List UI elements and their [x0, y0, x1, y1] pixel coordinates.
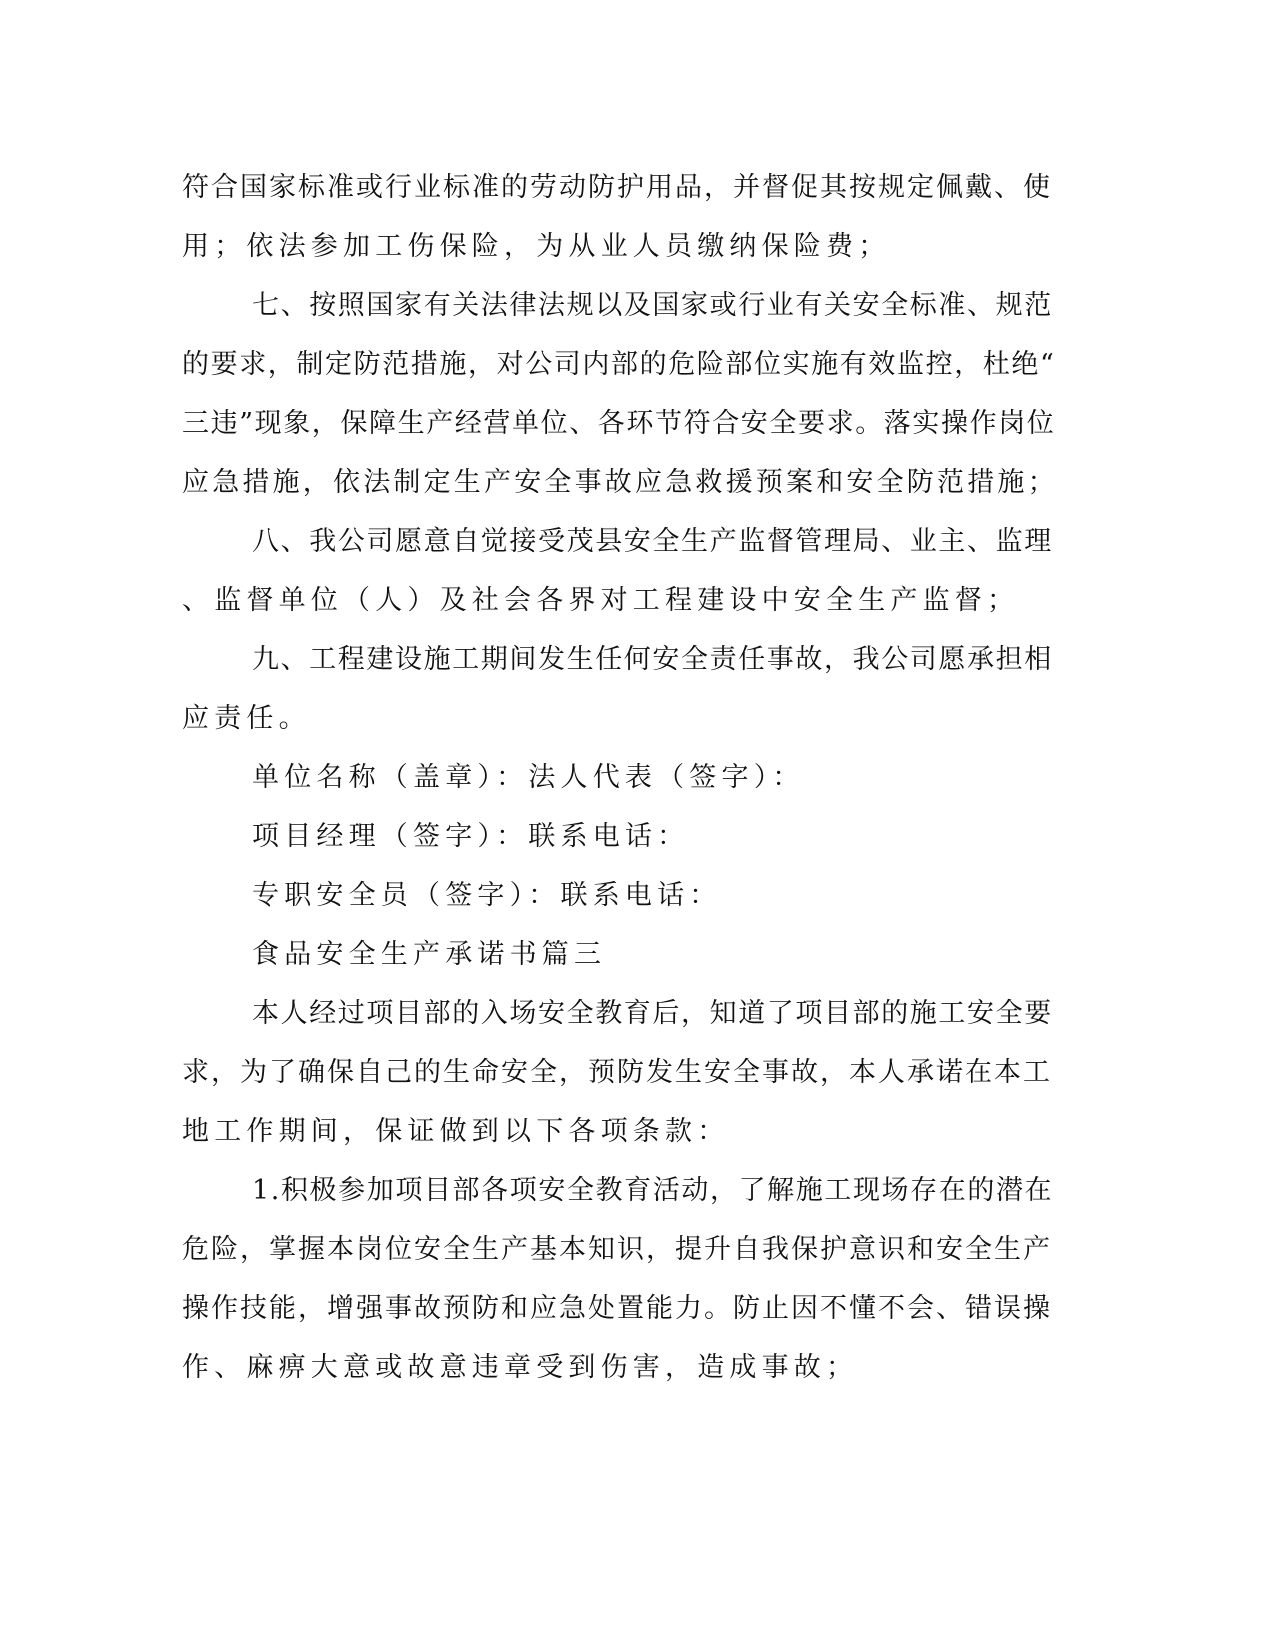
text-line: 应急措施，依法制定生产安全事故应急救援预案和安全防范措施； — [182, 467, 1058, 498]
text-line: 专职安全员（签字）：联系电话： — [252, 880, 722, 911]
text-line: 1.积极参加项目部各项安全教育活动，了解施工现场存在的潜在 — [252, 1175, 1054, 1206]
text-line: 八、我公司愿意自觉接受茂县安全生产监督管理局、业主、监理 — [252, 526, 1053, 557]
text-line: 九、工程建设施工期间发生任何安全责任事故，我公司愿承担相 — [252, 644, 1053, 675]
text-line: 七、按照国家有关法律法规以及国家或行业有关安全标准、规范 — [252, 290, 1053, 321]
text-line: 项目经理（签字）：联系电话： — [252, 821, 690, 852]
text-line: 求，为了确保自己的生命安全，预防发生安全事故，本人承诺在本工 — [182, 1057, 1052, 1088]
text-line: 的要求，制定防范措施，对公司内部的危险部位实施有效监控，杜绝“ — [182, 349, 1056, 380]
text-line: 本人经过项目部的入场安全教育后，知道了项目部的施工安全要 — [252, 998, 1053, 1029]
text-line: 用；依法参加工伤保险，为从业人员缴纳保险费； — [182, 231, 891, 262]
text-line: 、监督单位（人）及社会各界对工程建设中安全生产监督； — [182, 585, 1020, 616]
text-line: 危险，掌握本岗位安全生产基本知识，提升自我保护意识和安全生产 — [182, 1234, 1052, 1265]
text-line: 符合国家标准或行业标准的劳动防护用品，并督促其按规定佩戴、使 — [182, 172, 1052, 203]
text-line: 作、麻痹大意或故意违章受到伤害，造成事故； — [182, 1352, 859, 1383]
text-line: 单位名称（盖章）：法人代表（签字）： — [252, 762, 805, 793]
text-line: 地工作期间，保证做到以下各项条款： — [182, 1116, 730, 1147]
text-line: 三违”现象，保障生产经营单位、各环节符合安全要求。落实操作岗位 — [182, 408, 1056, 439]
text-line: 食品安全生产承诺书篇三 — [252, 939, 607, 970]
text-line: 操作技能，增强事故预防和应急处置能力。防止因不懂不会、错误操 — [182, 1293, 1052, 1324]
text-line: 应责任。 — [182, 703, 311, 734]
document-body — [182, 158, 1058, 1397]
